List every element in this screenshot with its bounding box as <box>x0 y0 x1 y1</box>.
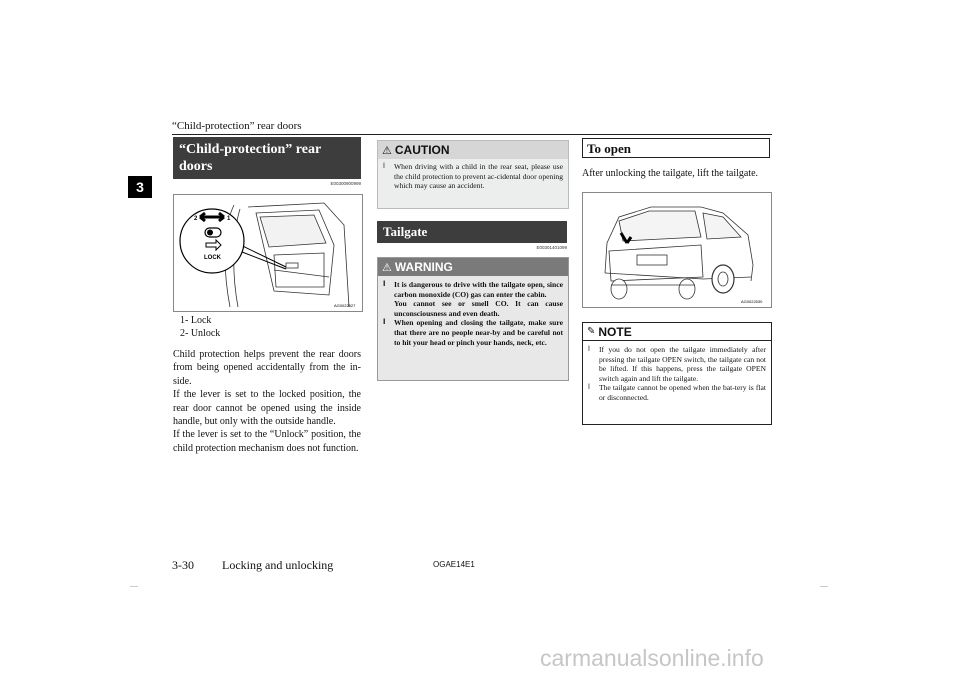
chapter-tab: 3 <box>128 176 152 198</box>
figure-label-2: 2 <box>194 216 198 222</box>
warning-item <box>378 318 568 347</box>
child-lock-figure <box>173 194 363 312</box>
figure-label-1: 1 <box>227 216 231 222</box>
warning-text-co: It is dangerous to drive with the tailgate open, since carbon monoxide (CO) gas can enter the cabin. You cannot see or smell CO. It can cause unconsciousness and even death. <box>394 280 563 318</box>
warning-header <box>378 258 568 276</box>
warning-triangle-icon: ⚠ <box>382 260 392 274</box>
caution-item <box>378 162 568 191</box>
crop-mark <box>130 586 138 587</box>
note-header <box>583 323 771 341</box>
tailgate-section-code: E00301401099 <box>536 245 567 250</box>
warning-title: WARNING <box>394 260 453 274</box>
caution-header <box>378 141 568 159</box>
section-title-tailgate: Tailgate <box>377 221 567 243</box>
footer-code: OGAE14E1 <box>433 560 475 569</box>
note-text-battery: The tailgate cannot be opened when the bat-tery is flat or disconnected. <box>599 383 766 402</box>
warning-text-pinch: When opening and closing the tailgate, make sure that there are no people near-by and be careful not to hit your head or pinch your hands, neck, etc. <box>394 318 563 347</box>
figure-code: AG0022527 <box>334 303 356 308</box>
section-title-child-protection: “Child-protection” rear doors <box>173 137 361 179</box>
bullet-icon: l <box>383 280 386 288</box>
bullet-icon: l <box>588 345 590 353</box>
legend-item-lock: 1- Lock <box>180 315 212 326</box>
footer-page-number: 3-30 <box>172 558 194 572</box>
note-item <box>583 383 771 402</box>
note-title: NOTE <box>598 324 632 339</box>
to-open-heading: To open <box>582 138 770 158</box>
car-rear-illustration <box>583 193 771 307</box>
caution-box <box>377 140 569 209</box>
to-open-body: After unlocking the tailgate, lift the tailgate. <box>582 168 759 179</box>
running-head: “Child-protection” rear doors <box>172 120 302 132</box>
child-protection-body: Child protection helps prevent the rear doors from being opened accidentally from the in-side. If the lever is set to the locked position, the rear door cannot be opened using the inside handle, but only with the outside handle. If the lever is set to the “Unlock” position, the child protection mechanism does not function. <box>173 349 361 454</box>
door-illustration <box>174 195 362 311</box>
caution-text: When driving with a child in the rear seat, please use the child protection to prevent ac-cidental door opening which may cause an accident. <box>394 162 563 191</box>
tailgate-figure <box>582 192 772 308</box>
caution-title: CAUTION <box>394 143 450 157</box>
warning-triangle-icon: ⚠ <box>382 143 392 157</box>
watermark: carmanualsonline.info <box>540 645 764 671</box>
figure-legend <box>180 314 220 340</box>
bullet-icon: l <box>588 383 590 392</box>
note-box <box>582 322 772 425</box>
note-icon: ✎ <box>587 326 596 337</box>
warning-box <box>377 257 569 381</box>
footer-chapter-title: Locking and unlocking <box>222 558 334 572</box>
figure-lock-label: LOCK <box>204 255 221 261</box>
note-text-open-switch: If you do not open the tailgate immediately after pressing the tailgate OPEN switch, the tailgate can not be lifted. If this happens, press the tailgate OPEN switch again and lift the tailgate. <box>599 345 766 383</box>
section-code: E00300900999 <box>330 181 361 186</box>
bullet-icon: l <box>383 162 385 170</box>
header-rule <box>172 134 772 135</box>
figure-code: AG0022530 <box>741 299 763 304</box>
crop-mark <box>820 586 828 587</box>
warning-item <box>378 280 568 318</box>
legend-item-unlock: 2- Unlock <box>180 328 221 339</box>
note-item <box>583 345 771 383</box>
bullet-icon: l <box>383 318 386 327</box>
